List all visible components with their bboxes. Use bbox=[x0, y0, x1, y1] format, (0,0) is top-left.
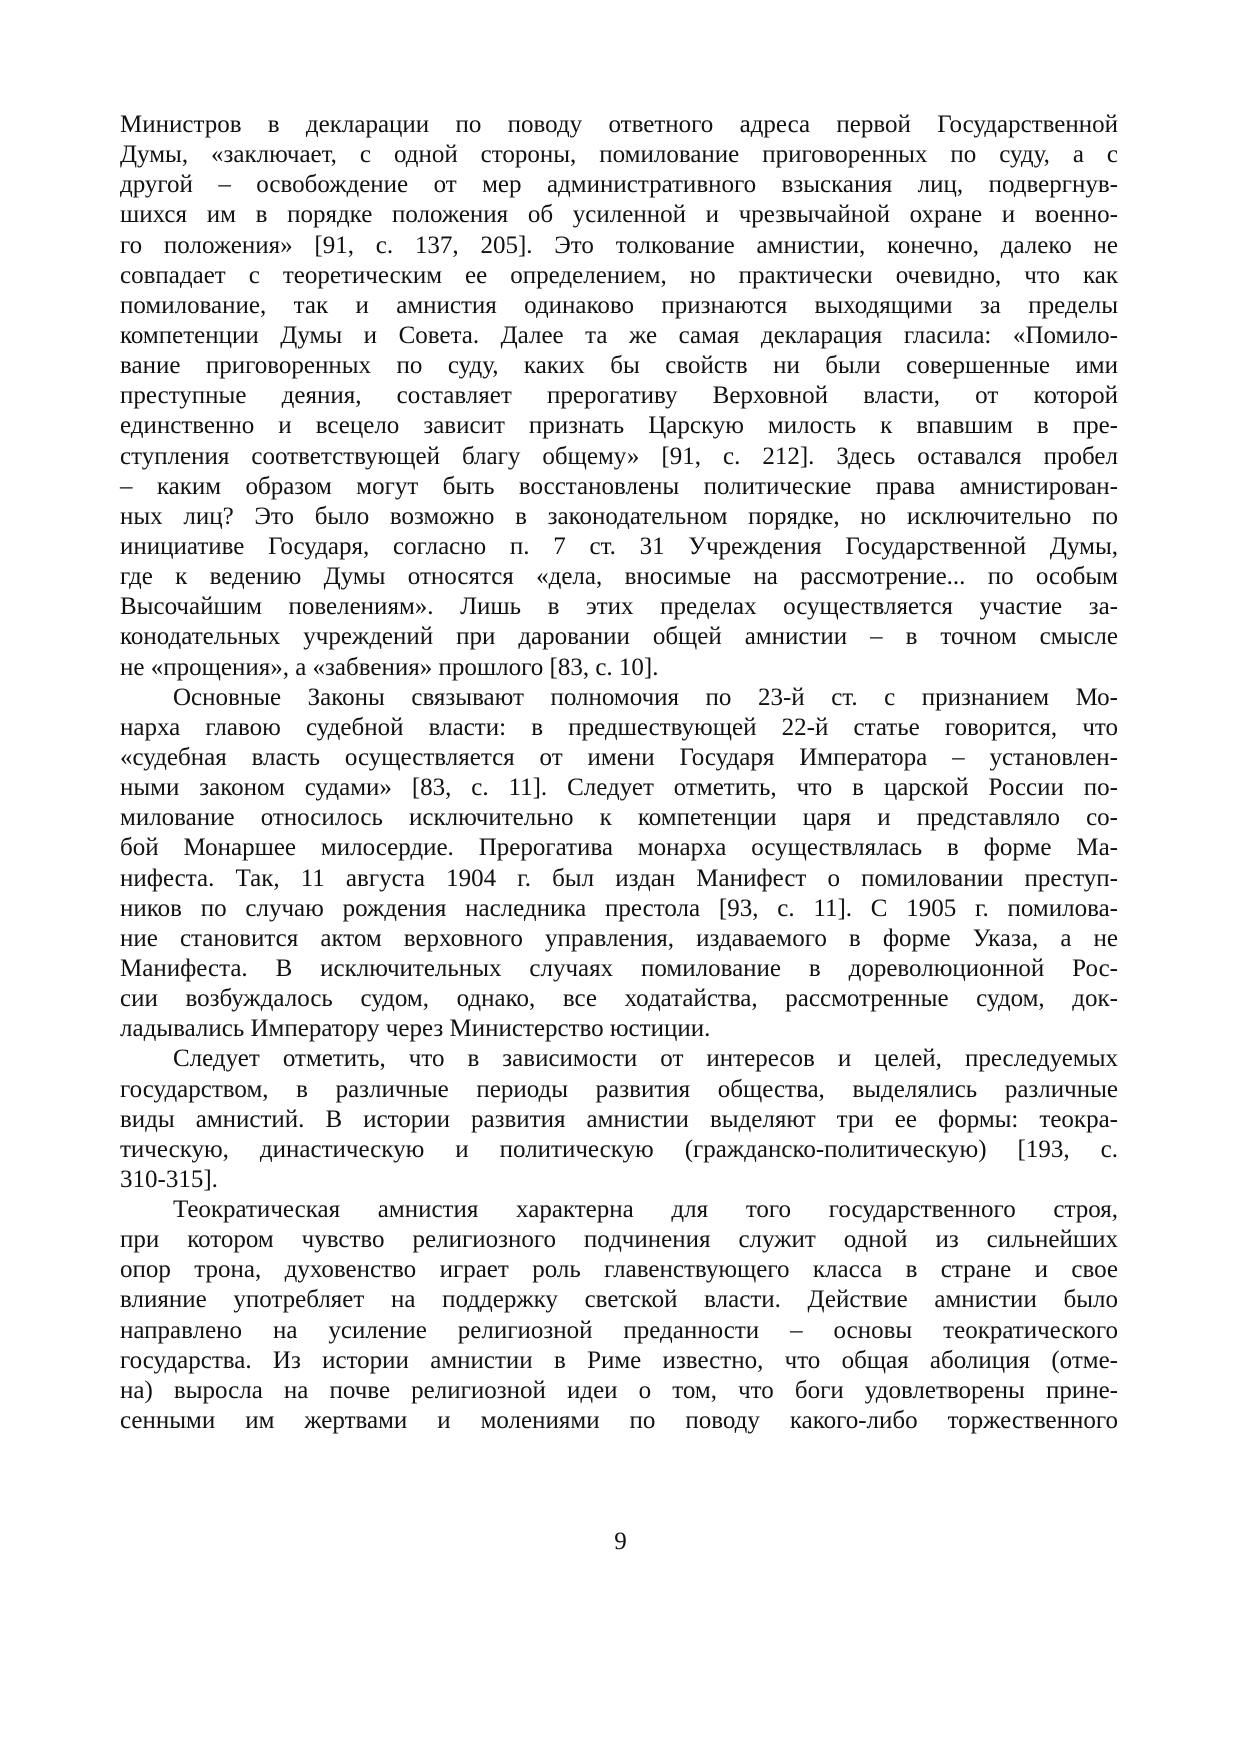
text-line: преступные деяния, составляет прерогативу Верховной власти, от которой bbox=[120, 382, 1118, 410]
text-line: государством, в различные периоды развития общества, выделялись различные bbox=[120, 1075, 1118, 1103]
text-line: нарха главою судебной власти: в предшествующей 22-й статье говорится, что bbox=[120, 713, 1118, 741]
text-line: го положения» [91, с. 137, 205]. Это толкование амнистии, конечно, далеко не bbox=[120, 231, 1118, 259]
text-line: сии возбуждалось судом, однако, все ходатайства, рассмотренные судом, док- bbox=[120, 985, 1118, 1013]
text-line: при котором чувство религиозного подчинения служит одной из сильнейших bbox=[120, 1226, 1118, 1254]
paragraph bbox=[120, 1195, 1118, 1436]
text-line: тическую, династическую и политическую (гражданско-политическую) [193, с. bbox=[120, 1135, 1118, 1163]
text-line: ние становится актом верховного управления, издаваемого в форме Указа, а не bbox=[120, 924, 1118, 952]
text-line: единственно и всецело зависит признать Царскую милость к впавшим в пре- bbox=[120, 412, 1118, 440]
text-line: сенными им жертвами и молениями по поводу какого-либо торжественного bbox=[120, 1407, 1118, 1435]
text-line: опор трона, духовенство играет роль главенствующего класса в стране и свое bbox=[120, 1256, 1118, 1284]
text-line: влияние употребляет на поддержку светской власти. Действие амнистии было bbox=[120, 1286, 1118, 1314]
text-line: Теократическая амнистия характерна для того государственного строя, bbox=[173, 1196, 1118, 1224]
text-line: 310-315]. bbox=[120, 1165, 218, 1193]
text-line: ников по случаю рождения наследника престола [93, с. 11]. С 1905 г. помилова- bbox=[120, 894, 1118, 922]
text-line: не «прощения», а «забвения» прошлого [83, с. 10]. bbox=[120, 653, 659, 681]
text-line: компетенции Думы и Совета. Далее та же самая декларация гласила: «Помило- bbox=[120, 321, 1118, 349]
text-line: бой Монаршее милосердие. Прерогатива монарха осуществлялась в форме Ма- bbox=[120, 834, 1118, 862]
text-line: Высочайшим повелениям». Лишь в этих пределах осуществляется участие за- bbox=[120, 593, 1118, 621]
text-line: помилование, так и амнистия одинаково признаются выходящими за пределы bbox=[120, 291, 1118, 319]
text-line: Следует отметить, что в зависимости от интересов и целей, преследуемых bbox=[173, 1045, 1118, 1073]
text-line: вание приговоренных по суду, каких бы свойств ни были совершенные ими bbox=[120, 352, 1118, 380]
text-line: шихся им в порядке положения об усиленной и чрезвычайной охране и военно- bbox=[120, 201, 1118, 229]
page-body bbox=[120, 110, 1118, 1436]
text-line: Думы, «заключает, с одной стороны, помилование приговоренных по суду, а с bbox=[120, 141, 1118, 169]
text-line: инициативе Государя, согласно п. 7 ст. 31 Учреждения Государственной Думы, bbox=[120, 532, 1118, 560]
page-number: 9 bbox=[614, 1528, 627, 1555]
text-line: виды амнистий. В истории развития амнистии выделяют три ее формы: теокра- bbox=[120, 1105, 1118, 1133]
text-line: ладывались Императору через Министерство юстиции. bbox=[120, 1015, 711, 1043]
text-line: «судебная власть осуществляется от имени Государя Императора – установлен- bbox=[120, 743, 1118, 771]
paragraph bbox=[120, 683, 1118, 1045]
text-line: другой – освобождение от мер административного взыскания лиц, подвергнув- bbox=[120, 171, 1118, 199]
text-line: ных лиц? Это было возможно в законодательном порядке, но исключительно по bbox=[120, 502, 1118, 530]
text-line: Министров в декларации по поводу ответного адреса первой Государственной bbox=[120, 111, 1118, 138]
text-line: Основные Законы связывают полномочия по 23-й ст. с признанием Мо- bbox=[173, 683, 1118, 711]
text-line: милование относилось исключительно к компетенции царя и представляло со- bbox=[120, 804, 1118, 832]
paragraph bbox=[120, 110, 1118, 683]
text-line: на) выросла на почве религиозной идеи о том, что боги удовлетворены прине- bbox=[120, 1376, 1118, 1404]
text-line: направлено на усиление религиозной преданности – основы теократического bbox=[120, 1316, 1118, 1344]
text-line: ными законом судами» [83, с. 11]. Следует отметить, что в царской России по- bbox=[120, 774, 1118, 802]
paragraph bbox=[120, 1044, 1118, 1195]
text-line: – каким образом могут быть восстановлены политические права амнистирован- bbox=[120, 472, 1118, 500]
text-line: где к ведению Думы относятся «дела, вносимые на рассмотрение... по особым bbox=[120, 563, 1118, 591]
text-line: государства. Из истории амнистии в Риме известно, что общая аболиция (отме- bbox=[120, 1346, 1118, 1374]
text-line: конодательных учреждений при даровании общей амнистии – в точном смысле bbox=[120, 623, 1118, 651]
text-line: Манифеста. В исключительных случаях помилование в дореволюционной Рос- bbox=[120, 954, 1118, 982]
text-line: нифеста. Так, 11 августа 1904 г. был издан Манифест о помиловании преступ- bbox=[120, 864, 1118, 892]
text-line: совпадает с теоретическим ее определением, но практически очевидно, что как bbox=[120, 261, 1118, 289]
text-line: ступления соответствующей благу общему» [91, с. 212]. Здесь оставался пробел bbox=[120, 442, 1118, 470]
